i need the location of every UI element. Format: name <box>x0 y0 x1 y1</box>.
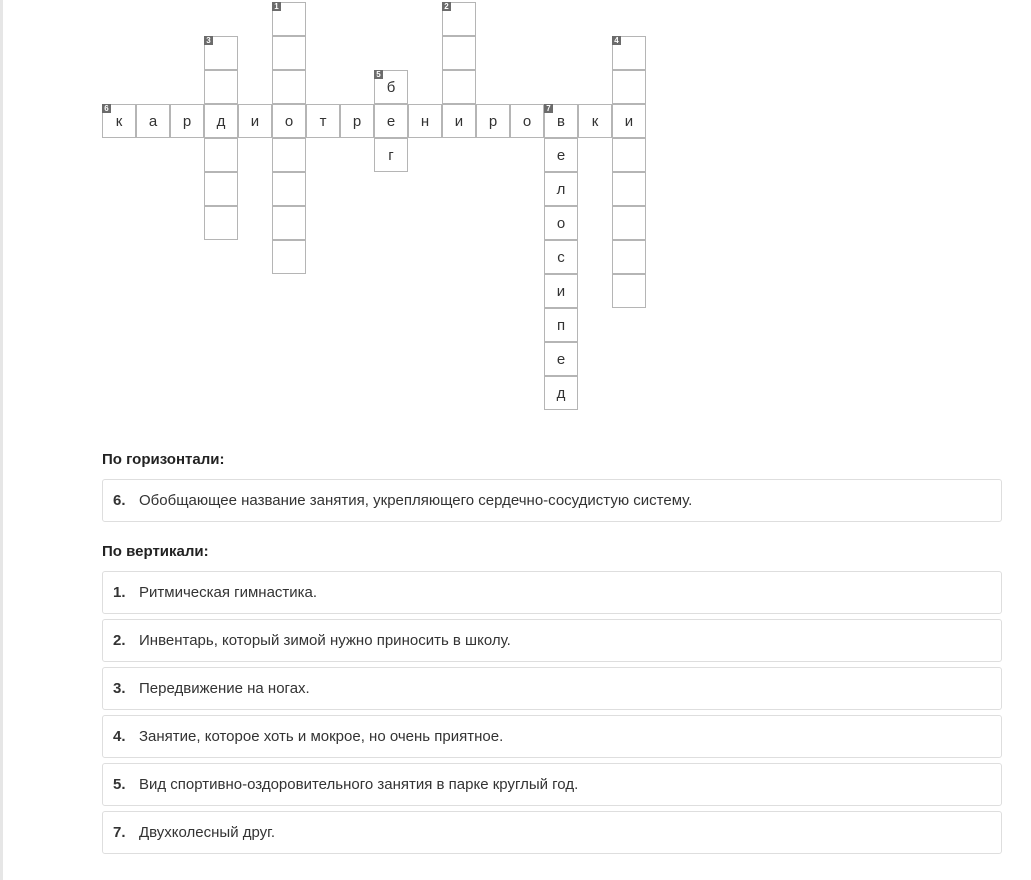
across-heading: По горизонтали: <box>102 451 225 468</box>
cell-letter: г <box>388 146 394 164</box>
cell-letter: а <box>148 112 158 130</box>
crossword-cell[interactable] <box>578 104 612 138</box>
crossword-cell[interactable] <box>544 138 578 172</box>
down-heading: По вертикали: <box>102 543 209 560</box>
crossword-cell[interactable] <box>612 36 646 70</box>
clue-item[interactable] <box>102 763 1002 806</box>
clue-number: 2. <box>113 632 126 649</box>
crossword-cell[interactable] <box>510 104 544 138</box>
crossword-cell[interactable] <box>374 70 408 104</box>
clue-number-4: 4 <box>612 36 621 45</box>
clue-number: 5. <box>113 776 126 793</box>
crossword-cell[interactable] <box>612 240 646 274</box>
crossword-cell[interactable] <box>272 36 306 70</box>
cell-letter: о <box>556 214 566 232</box>
crossword-cell[interactable] <box>374 138 408 172</box>
crossword-cell[interactable] <box>204 70 238 104</box>
cell-letter: и <box>454 112 464 130</box>
crossword-cell[interactable] <box>612 138 646 172</box>
crossword-cell[interactable] <box>442 104 476 138</box>
crossword-cell[interactable] <box>442 70 476 104</box>
clue-number: 7. <box>113 824 126 841</box>
crossword-cell[interactable] <box>544 342 578 376</box>
clue-text: Ритмическая гимнастика. <box>139 584 318 601</box>
cell-letter: с <box>557 248 565 266</box>
crossword-cell[interactable] <box>204 104 238 138</box>
cell-letter: л <box>556 180 566 198</box>
clue-number-6: 6 <box>102 104 111 113</box>
crossword-cell[interactable] <box>612 104 646 138</box>
cell-letter: к <box>591 112 599 130</box>
crossword-cell[interactable] <box>442 2 476 36</box>
clue-text: Обобщающее название занятия, укрепляющего сердечно-сосудистую систему. <box>139 492 693 509</box>
crossword-cell[interactable] <box>272 172 306 206</box>
clue-number: 1. <box>113 584 126 601</box>
crossword-cell[interactable] <box>170 104 204 138</box>
crossword-cell[interactable] <box>272 206 306 240</box>
crossword-cell[interactable] <box>272 70 306 104</box>
clue-text: Занятие, которое хоть и мокрое, но очень приятное. <box>139 728 504 745</box>
cell-letter: р <box>352 112 362 130</box>
clue-item[interactable] <box>102 619 1002 662</box>
clue-item[interactable] <box>102 479 1002 522</box>
cell-letter: и <box>556 282 566 300</box>
cell-letter: д <box>216 112 226 130</box>
clue-text: Двухколесный друг. <box>139 824 275 841</box>
crossword-cell[interactable] <box>544 376 578 410</box>
cell-letter: т <box>319 112 327 130</box>
crossword-cell[interactable] <box>374 104 408 138</box>
crossword-cell[interactable] <box>204 138 238 172</box>
crossword-cell[interactable] <box>204 36 238 70</box>
crossword-cell[interactable] <box>544 104 578 138</box>
cell-letter: к <box>115 112 123 130</box>
cell-letter: р <box>488 112 498 130</box>
crossword-cell[interactable] <box>544 206 578 240</box>
cell-letter: е <box>556 350 566 368</box>
cell-letter: п <box>556 316 566 334</box>
crossword-cell[interactable] <box>204 172 238 206</box>
clue-text: Вид спортивно-оздоровительного занятия в парке круглый год. <box>139 776 579 793</box>
cell-letter: о <box>284 112 294 130</box>
clue-item[interactable] <box>102 715 1002 758</box>
crossword-cell[interactable] <box>544 308 578 342</box>
crossword-cell[interactable] <box>612 206 646 240</box>
clue-text: Передвижение на ногах. <box>139 680 310 697</box>
cell-letter: о <box>522 112 532 130</box>
clue-number: 3. <box>113 680 126 697</box>
crossword-cell[interactable] <box>408 104 442 138</box>
cell-letter: и <box>624 112 634 130</box>
crossword-cell[interactable] <box>544 172 578 206</box>
clue-number: 6. <box>113 492 126 509</box>
crossword-grid <box>0 0 700 420</box>
crossword-cell[interactable] <box>340 104 374 138</box>
clue-number-5: 5 <box>374 70 383 79</box>
clue-text: Инвентарь, который зимой нужно приносить в школу. <box>139 632 511 649</box>
crossword-cell[interactable] <box>272 138 306 172</box>
clue-number-2: 2 <box>442 2 451 11</box>
crossword-cell[interactable] <box>272 240 306 274</box>
crossword-cell[interactable] <box>544 274 578 308</box>
cell-letter: н <box>420 112 430 130</box>
clue-item[interactable] <box>102 811 1002 854</box>
crossword-cell[interactable] <box>272 104 306 138</box>
crossword-cell[interactable] <box>238 104 272 138</box>
crossword-cell[interactable] <box>306 104 340 138</box>
crossword-cell[interactable] <box>612 274 646 308</box>
cell-letter: д <box>556 384 566 402</box>
crossword-cell[interactable] <box>272 2 306 36</box>
crossword-cell[interactable] <box>442 36 476 70</box>
clue-number-1: 1 <box>272 2 281 11</box>
clue-number: 4. <box>113 728 126 745</box>
cell-letter: е <box>556 146 566 164</box>
cell-letter: и <box>250 112 260 130</box>
crossword-cell[interactable] <box>102 104 136 138</box>
clue-item[interactable] <box>102 667 1002 710</box>
crossword-cell[interactable] <box>612 172 646 206</box>
cell-letter: б <box>386 78 396 96</box>
clue-item[interactable] <box>102 571 1002 614</box>
cell-letter: е <box>386 112 396 130</box>
crossword-cell[interactable] <box>204 206 238 240</box>
clue-number-3: 3 <box>204 36 213 45</box>
crossword-cell[interactable] <box>476 104 510 138</box>
cell-letter: р <box>182 112 192 130</box>
crossword-cell[interactable] <box>612 70 646 104</box>
cell-letter: в <box>557 112 565 130</box>
clue-number-7: 7 <box>544 104 553 113</box>
crossword-cell[interactable] <box>544 240 578 274</box>
crossword-cell[interactable] <box>136 104 170 138</box>
